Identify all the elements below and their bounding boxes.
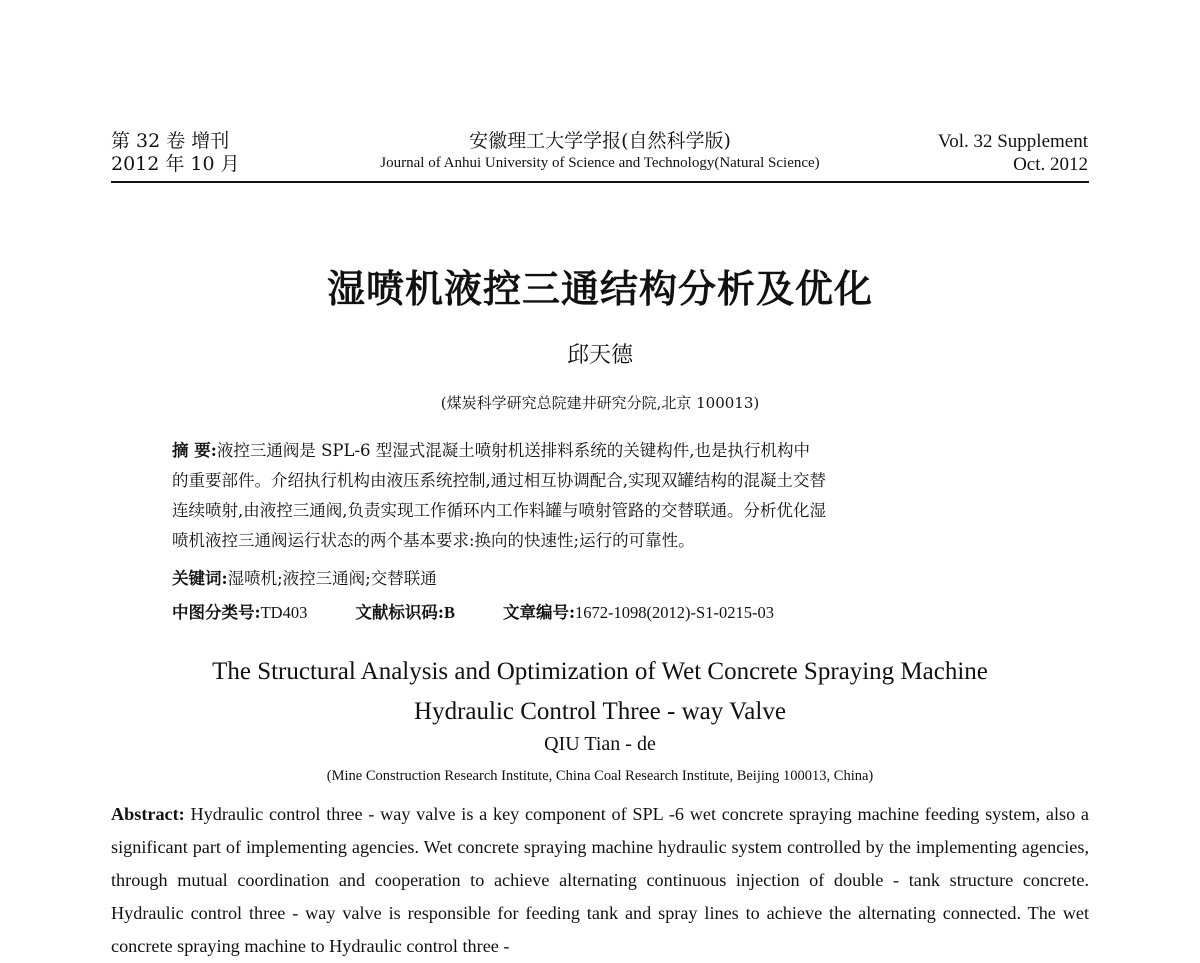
- volume-supplement: Vol. 32 Supplement: [937, 131, 1088, 152]
- abstract-cn: [172, 436, 1032, 556]
- article-no-value: 1672-1098(2012)-S1-0215-03: [575, 603, 774, 622]
- keywords-cn: [172, 566, 437, 592]
- affiliation-en: (Mine Construction Research Institute, China Coal Research Institute, Beijing 100013, China): [326, 768, 874, 784]
- clc-value: TD403: [260, 603, 308, 622]
- author-en: QIU Tian - de: [544, 733, 656, 755]
- doc-code-label: 文献标识码:: [355, 603, 444, 622]
- abstract-cn-line: 连续喷射,由液控三通阀,负责实现工作循环内工作料罐与喷射管路的交替联通。分析优化湿: [172, 501, 826, 520]
- header-left: [111, 130, 240, 176]
- header-rule: [111, 181, 1089, 183]
- abstract-cn-line: 摘 要:液控三通阀是 SPL-6 型湿式混凝土喷射机送排料系统的关键构件,也是执行机构中: [172, 441, 811, 460]
- doc-code-value: B: [443, 603, 455, 622]
- abstract-cn-line: 的重要部件。介绍执行机构由液压系统控制,通过相互协调配合,实现双罐结构的混凝土交替: [172, 471, 826, 490]
- abstract-en: [111, 798, 1089, 963]
- abstract-cn-label: 摘 要:: [172, 441, 217, 460]
- header-right: [938, 130, 1088, 176]
- journal-name-cn: 安徽理工大学学报(自然科学版): [469, 130, 731, 152]
- paper-title-en-line: Hydraulic Control Three - way Valve: [414, 698, 786, 725]
- clc-label: 中图分类号:: [172, 603, 261, 622]
- abstract-en-text: Hydraulic control three - way valve is a key component of SPL -6 wet concrete spraying machine feeding system, also a significant part of implementing agencies. Wet concrete spraying machine hydraulic system controlled by the implementing agencies, through mutual coordination and cooperation to achieve alternating continuous injection of double - tank structure concrete. Hydraulic control three - way valve is responsible for feeding tank and spray lines to achieve the alternating connected. The wet concrete spraying machine to Hydraulic control three -: [111, 804, 1089, 956]
- journal-name-en: Journal of Anhui University of Science and Technology(Natural Science): [380, 155, 820, 171]
- article-no-label: 文章编号:: [502, 603, 576, 622]
- paper-title-en-line: The Structural Analysis and Optimization of Wet Concrete Spraying Machine: [212, 658, 988, 685]
- publication-date-en: Oct. 2012: [1013, 154, 1088, 175]
- journal-name: [300, 130, 900, 173]
- classification-line: [172, 600, 774, 626]
- abstract-cn-line: 喷机液控三通阀运行状态的两个基本要求:换向的快速性;运行的可靠性。: [172, 531, 695, 550]
- keywords-label: 关键词:: [172, 569, 228, 588]
- affiliation-cn: (煤炭科学研究总院建井研究分院,北京 100013): [440, 394, 760, 412]
- volume-issue: 第 32 卷 增刊: [111, 130, 230, 152]
- abstract-en-label: Abstract:: [111, 804, 185, 824]
- author-cn: 邱天德: [566, 343, 633, 368]
- keywords-value: 湿喷机;液控三通阀;交替联通: [227, 569, 437, 588]
- paper-title-en: [0, 652, 1200, 732]
- paper-title-cn: 湿喷机液控三通结构分析及优化: [326, 266, 873, 311]
- publication-date-cn: 2012 年 10 月: [111, 153, 240, 175]
